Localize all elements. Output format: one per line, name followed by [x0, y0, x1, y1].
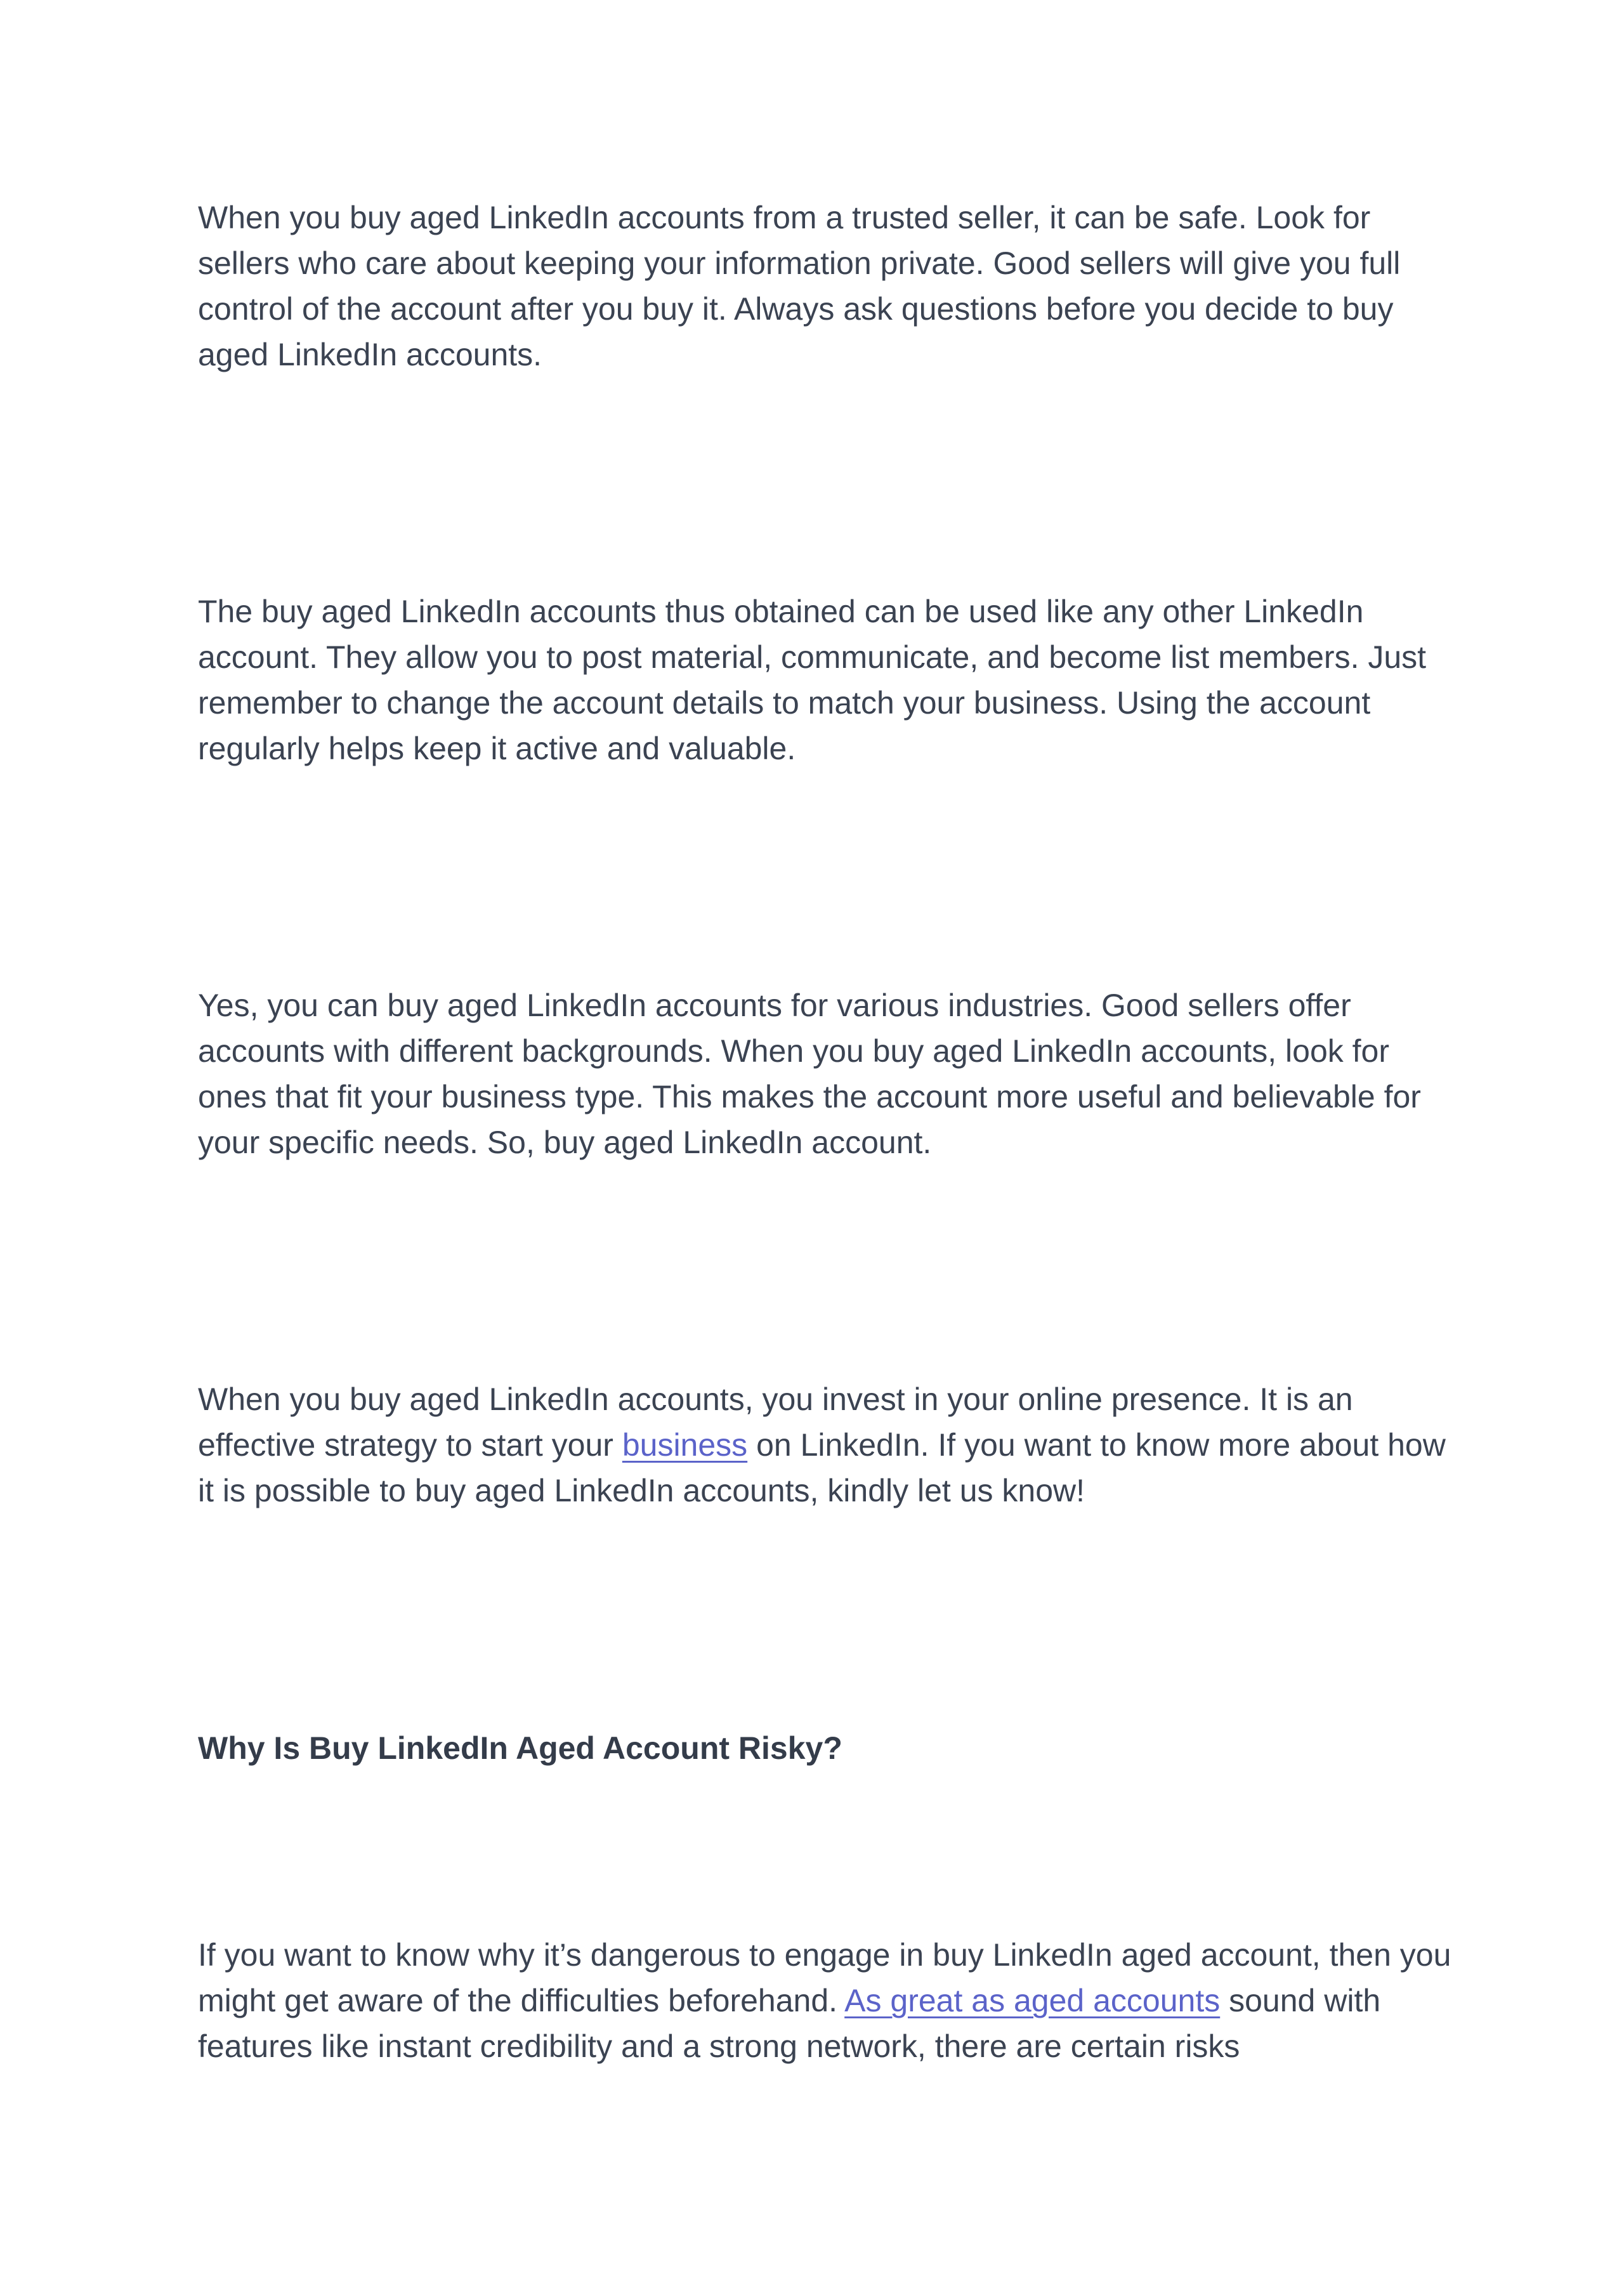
- paragraph-industries: Yes, you can buy aged LinkedIn accounts for various industries. Good sellers offer accounts with different backgrounds. When you buy aged LinkedIn accounts, look for ones that fit your business type. This makes the account more useful and believable for your specific needs. So, buy aged LinkedIn account.: [198, 988, 1421, 1160]
- paragraph-risks: [198, 1932, 1454, 2069]
- section-heading-risky: Why Is Buy LinkedIn Aged Account Risky?: [198, 1730, 842, 1766]
- paragraph-risks-text-after: sound with features like instant credibility and a strong network, there are certain risks: [198, 1983, 1381, 2064]
- paragraph-investment-text-before: When you buy aged LinkedIn accounts, you invest in your online presence. It is an effective strategy to start your: [198, 1382, 1353, 1463]
- paragraph-risks-text-before: If you want to know why it’s dangerous to engage in buy LinkedIn aged account, then you might get aware of the difficulties beforehand.: [198, 1937, 1451, 2018]
- business-link[interactable]: business: [622, 1427, 748, 1463]
- paragraph-investment: [198, 1376, 1454, 1513]
- paragraph-safety: When you buy aged LinkedIn accounts from a trusted seller, it can be safe. Look for sellers who care about keeping your information private. Good sellers will give you full control of the account after you buy it. Always ask questions before you decide to buy aged LinkedIn accounts.: [198, 200, 1401, 372]
- paragraph-usage: The buy aged LinkedIn accounts thus obtained can be used like any other LinkedIn account. They allow you to post material, communicate, and become list members. Just remember to change the account details to match your business. Using the account regularly helps keep it active and valuable.: [198, 594, 1427, 766]
- paragraph-investment-text-after: on LinkedIn. If you want to know more about how it is possible to buy aged LinkedIn accounts, kindly let us know!: [198, 1427, 1446, 1508]
- aged-accounts-link[interactable]: As great as aged accounts: [844, 1983, 1221, 2018]
